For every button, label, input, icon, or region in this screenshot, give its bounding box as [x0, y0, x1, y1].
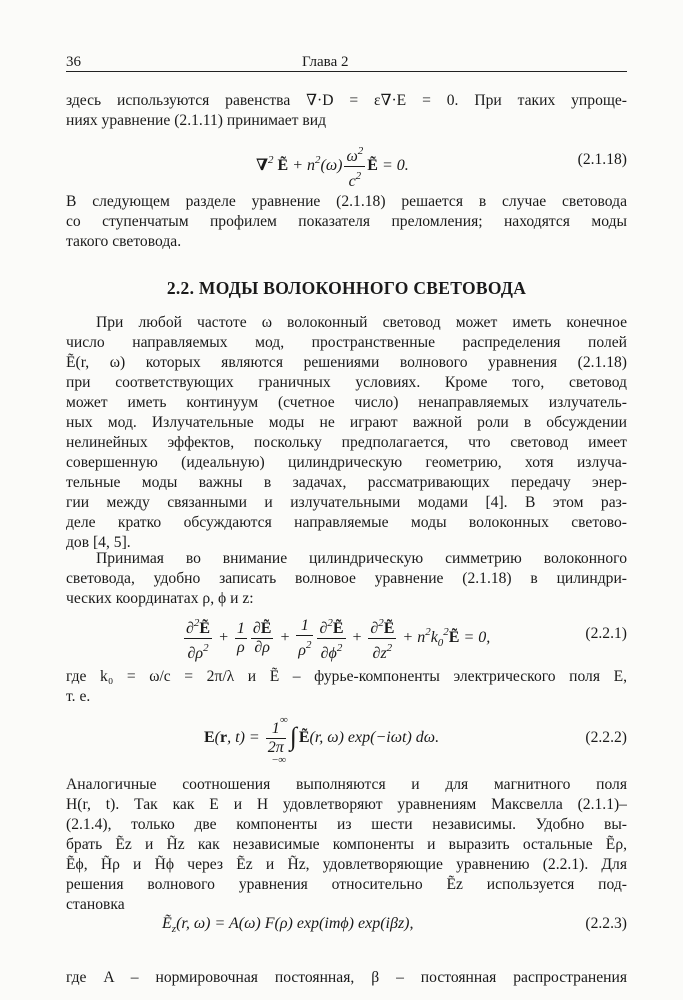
- text-line: здесь используются равенства ∇·D = ε∇·E = 0. При таких упроще-: [66, 92, 627, 109]
- paragraph-3: [66, 313, 627, 553]
- text-line: гии между связанными и излучательными модами [4]. В этом раз-: [66, 494, 627, 511]
- header-rule: [66, 71, 627, 72]
- chapter-title: Глава 2: [302, 54, 349, 70]
- equation-2-2-2: E(r, t) = $\frac{1}{2\pi}$ ∫ Ẽ(r, ω) exp(−iωt) dω. ∞ −∞ (2.2.2): [204, 714, 627, 766]
- text-line: Принимая во внимание цилиндрическую симметрию волоконного: [96, 550, 627, 567]
- equation-number: (2.2.2): [585, 729, 627, 746]
- text-line: где k₀ = ω/c = 2π/λ и Ẽ – фурье-компоненты электрического поля E,: [66, 668, 627, 685]
- text-line: где A – нормировочная постоянная, β – постоянная распространения: [66, 969, 627, 986]
- text-line: ческих координатах ρ, ϕ и z:: [66, 590, 254, 607]
- text-line: такого световода.: [66, 233, 182, 250]
- text-line: т. е.: [66, 688, 91, 705]
- page-header: [66, 52, 627, 72]
- text-line: решения волнового уравнения относительно Ẽz используется под-: [66, 876, 627, 893]
- text-line: при соответствующих граничных условиях. Кроме того, световод: [66, 374, 627, 391]
- equation-2-2-3: Ẽ$_z$(r, ω) = A(ω) F(ρ) exp(imϕ) exp(iβz), (2.2.3): [162, 915, 627, 935]
- text-line: деле кратко обсуждаются направляемые моды волоконных светово-: [66, 514, 627, 531]
- text-line: становка: [66, 896, 125, 913]
- text-line: нелинейных эффектов, поскольку предполагается, что световод имеет: [66, 434, 627, 451]
- text-line: Ẽϕ, H̃ρ и H̃ϕ через Ẽz и H̃z, удовлетворяющие уравнению (2.2.1). Для: [66, 856, 627, 873]
- text-line: ниях уравнение (2.1.11) принимает вид: [66, 112, 327, 129]
- equation-number: (2.2.3): [585, 915, 627, 932]
- equation-2-2-1: $\frac{\partial^2Ẽ}{\partial\rho^2}$ + $\frac{1}{\rho}$ $\frac{\text{∂Ẽ}}{\partial\rho}$ + $\frac{1}{\rho^2}$ $\frac{\partial^2Ẽ}{\partial\phi^2}$ + $\frac{\partial^2Ẽ}{\partial z^2}$ + $n^2k_0^2Ẽ = 0$, (2.2.1): [66, 612, 627, 656]
- text-line: Ẽ(r, ω) которых являются решениями волнового уравнения (2.1.18): [66, 354, 627, 371]
- text-line: может иметь континуум (счетное число) ненаправляемых излучатель-: [66, 394, 627, 411]
- text-line: дов [4, 5].: [66, 534, 131, 551]
- text-line: В следующем разделе уравнение (2.1.18) решается в случае световода: [66, 193, 627, 210]
- text-line: со ступенчатым профилем показателя преломления; находятся моды: [66, 213, 627, 230]
- paragraph-2: [66, 192, 627, 252]
- equation-2-1-18: ∇$^2$ Ẽ + $n^2(\omega)$ $\frac{\omega^2}{c^2}$ Ẽ = 0. (2.1.18): [66, 140, 627, 180]
- page-number: 36: [66, 54, 81, 70]
- section-heading: 2.2. МОДЫ ВОЛОКОННОГО СВЕТОВОДА: [166, 278, 527, 298]
- text-line: тельные моды важны в задачах, рассматривающих передачу энер-: [66, 474, 627, 491]
- paragraph-7: [66, 968, 627, 988]
- text-line: При любой частоте ω волоконный световод может иметь конечное: [96, 314, 627, 331]
- paragraph-4: [66, 549, 627, 609]
- text-line: Аналогичные соотношения выполняются и для магнитного поля: [66, 776, 627, 793]
- paragraph-6: [66, 775, 627, 915]
- text-line: световода, удобно записать волновое уравнение (2.1.18) в цилиндри-: [66, 570, 627, 587]
- equation-number: (2.2.1): [585, 625, 627, 642]
- text-line: H(r, t). Так как E и H удовлетворяют уравнениям Максвелла (2.1.1)–: [66, 796, 627, 813]
- text-line: брать Ẽz и H̃z как независимые компоненты и выразить остальные Ẽρ,: [66, 836, 627, 853]
- text-line: число направляемых мод, пространственные распределения полей: [66, 334, 627, 351]
- paragraph-5: [66, 667, 627, 707]
- paragraph-1: [66, 91, 627, 131]
- equation-number: (2.1.18): [577, 151, 627, 168]
- text-line: (2.1.4), только две компоненты из шести независимы. Удобно вы-: [66, 816, 627, 833]
- text-line: совершенную (идеальную) цилиндрическую геометрию, хотя излуча-: [66, 454, 627, 471]
- text-line: ных мод. Излучательные моды не играют важной роли в обсуждении: [66, 414, 627, 431]
